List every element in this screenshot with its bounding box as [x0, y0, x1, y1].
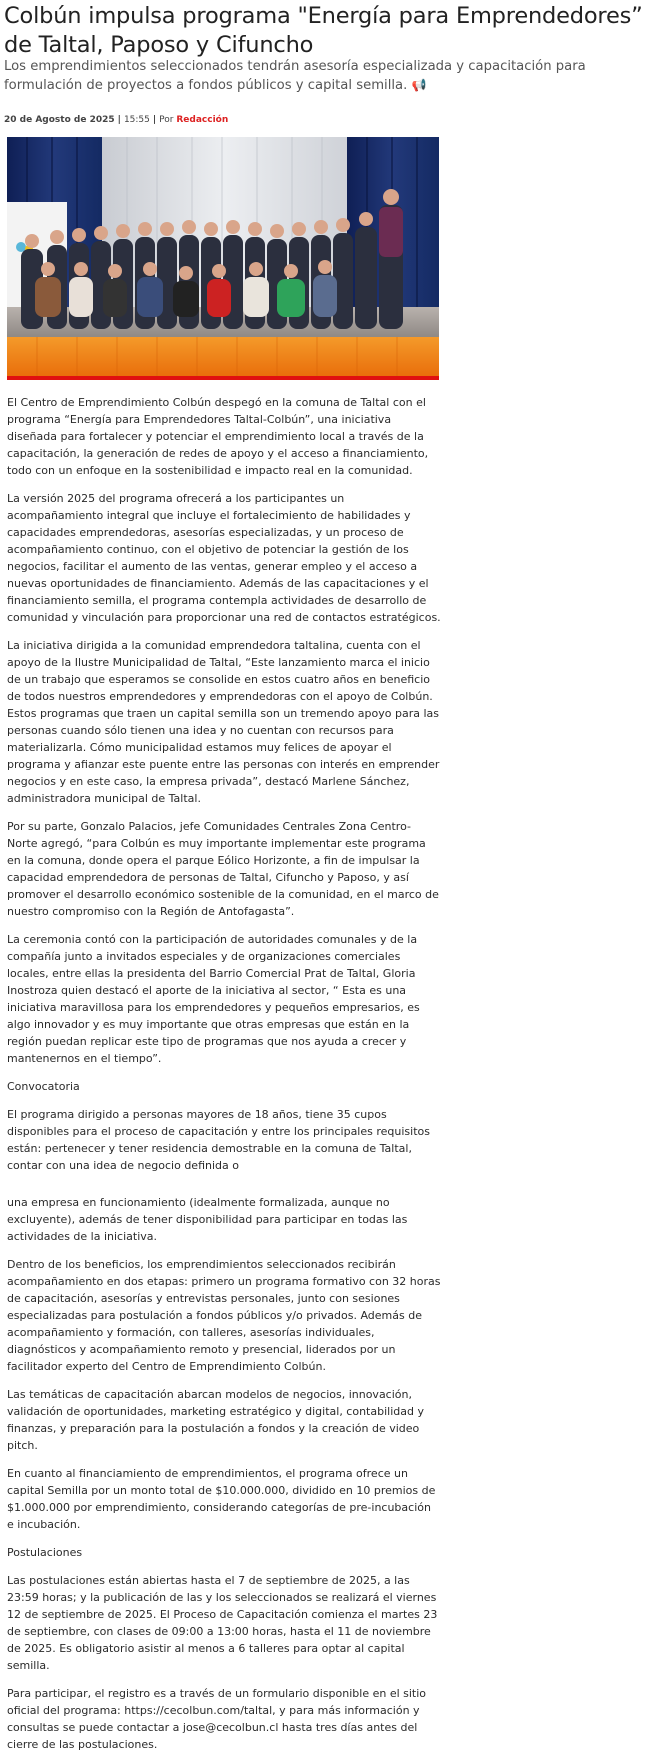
- paragraph: La iniciativa dirigida a la comunidad emprendedora taltalina, cuenta con el apoyo de la Ilustre Municipalidad de Taltal, “Este lanzamiento marca el inicio de un trabajo que esperamos se consolide en estos cuatro años en beneficio de todos nuestros emprendedores y emprendedoras con el apoyo de Colbún. Estos programas que traen un capital semilla son un tremendo apoyo para las personas cuando sólo tienen una idea y no cuentan con recursos para materializarla. Cómo municipalidad estamos muy felices de apoyar el programa y afianzar este puente entre las personas con interés en emprender negocios y en este caso, la empresa privada”, destacó Marlene Sánchez, administradora municipal de Taltal.: [7, 639, 440, 805]
- article-title: Colbún impulsa programa "Energía para Emprendedores” de Taltal, Paposo y Cifuncho: [4, 3, 643, 58]
- article-body: [7, 394, 441, 1764]
- publish-date: 20 de Agosto de 2025: [4, 115, 115, 125]
- paragraph: Por su parte, Gonzalo Palacios, jefe Comunidades Centrales Zona Centro-Norte agregó, “para Colbún es muy importante implementar este programa en la comuna, donde opera el parque Eólico Horizonte, a fin de impulsar la capacidad emprendedora de personas de Taltal, Cifuncho y Paposo, y así promover el desarrollo económico sostenible de la comunidad, en el marco de nuestro compromiso con la Región de Antofagasta”.: [7, 820, 439, 918]
- paragraph: una empresa en funcionamiento (idealmente formalizada, aunque no excluyente), además de tener disponibilidad para participar en todas las actividades de la iniciativa.: [7, 1196, 408, 1243]
- paragraph: Dentro de los beneficios, los emprendimientos seleccionados recibirán acompañamiento en dos etapas: primero un programa formativo con 32 horas de capacitación, asesorías y entrevistas personales, junto con sesiones especializadas para postulación a fondos públicos y/o privados. Además de acompañamiento y formación, con talleres, asesorías individuales, diagnósticos y acompañamiento remoto y presencial, liderados por un facilitador experto del Centro de Emprendimiento Colbún.: [7, 1258, 441, 1373]
- megaphone-icon: 📢: [411, 78, 427, 92]
- publish-time: 15:55: [123, 115, 150, 125]
- subtitle-text: Los emprendimientos seleccionados tendrán asesoría especializada y capacitación para formulación de proyectos a fondos públicos y capital semilla.: [4, 59, 586, 93]
- by-label: Por: [159, 115, 174, 125]
- article-meta: 20 de Agosto de 2025 | 15:55 | Por Redacción: [4, 115, 229, 125]
- paragraph: La ceremonia contó con la participación de autoridades comunales y de la compañía junto a invitados especiales y de organizaciones comerciales locales, entre ellas la presidenta del Barrio Comercial Prat de Taltal, Gloria Inostroza quien destacó el aporte de la iniciativa al sector, “ Esta es una iniciativa maravillosa para los emprendedores y pequeños empresarios, es algo innovador y es muy importante que otras empresas que están en la región puedan replicar este tipo de programas que nos ayuda a crecer y mantenernos en el tiempo”.: [7, 933, 420, 1065]
- paragraph: El programa dirigido a personas mayores de 18 años, tiene 35 cupos disponibles para el proceso de capacitación y entre los principales requisitos están: pertenecer y tener residencia demostrable en la comuna de Taltal, contar con una idea de negocio definida o: [7, 1108, 430, 1172]
- section-heading-postulaciones: Postulaciones: [7, 1546, 83, 1559]
- section-heading-convocatoria: Convocatoria: [7, 1080, 80, 1093]
- paragraph: Las postulaciones están abiertas hasta el 7 de septiembre de 2025, a las 23:59 horas; y la publicación de las y los seleccionados se realizará el viernes 12 de septiembre de 2025. El Proceso de Capacitación comienza el martes 23 de septiembre, con clases de 09:00 a 13:00 horas, hasta el 11 de noviembre de 2025. Es obligatorio asistir al menos a 6 talleres para optar al capital semilla.: [7, 1574, 438, 1672]
- paragraph: Las temáticas de capacitación abarcan modelos de negocios, innovación, validación de oportunidades, marketing estratégico y digital, contabilidad y finanzas, y preparación para la postulación a fondos y la creación de video pitch.: [7, 1388, 424, 1452]
- article-photo: [7, 137, 439, 380]
- paragraph: La versión 2025 del programa ofrecerá a los participantes un acompañamiento integral que incluye el fortalecimiento de habilidades y capacidades emprendedoras, asesorías especializadas, y un proceso de acompañamiento continuo, con el objetivo de potenciar la gestión de los negocios, facilitar el aumento de las ventas, generar empleo y el acceso a nuevas oportunidades de financiamiento. Además de las capacitaciones y el financiamiento semilla, el programa contempla actividades de desarrollo de comunidad y vinculación para proporcionar una red de contactos estratégicos.: [7, 492, 441, 624]
- article-subtitle: [4, 57, 644, 95]
- author-link[interactable]: Redacción: [176, 115, 229, 125]
- paragraph: Para participar, el registro es a través de un formulario disponible en el sitio oficial del programa: https://cecolbun.com/taltal, y para más información y consultas se puede contactar a jose@cecolbun.cl hasta tres días antes del cierre de las postulaciones.: [7, 1687, 427, 1751]
- paragraph: El Centro de Emprendimiento Colbún despegó en la comuna de Taltal con el programa “Energía para Emprendedores Taltal-Colbún”, una iniciativa diseñada para fortalecer y potenciar el emprendimiento local a través de la capacitación, la generación de redes de apoyo y el acceso a financiamiento, todo con un enfoque en la sostenibilidad e impacto real en la comunidad.: [7, 396, 429, 477]
- paragraph: En cuanto al financiamiento de emprendimientos, el programa ofrece un capital Semilla por un monto total de $10.000.000, dividido en 10 premios de $1.000.000 por emprendimiento, considerando categorías de pre-incubación e incubación.: [7, 1467, 436, 1531]
